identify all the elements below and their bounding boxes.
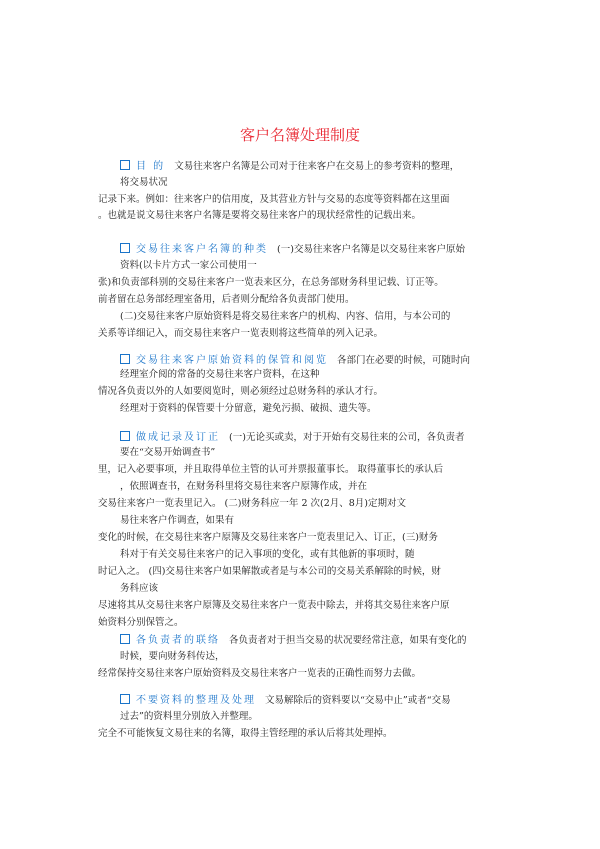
section-text: 将交易状况	[120, 177, 168, 188]
section-text: (二)交易往来客户原始资料是将交易往来客户的机构、内容、信用，与本公司的	[120, 311, 451, 322]
section-text: (一)交易往来客户名簿是以交易往来客户原始	[277, 244, 465, 255]
section-text: 文易往来客户名簿是公司对于往来客户在交易上的参考资料的整理，	[174, 161, 460, 172]
section-text: 时记入之。 (四)交易往来客户如果解散或者是与本公司的交易关系解除的时候，财	[98, 566, 441, 577]
section-text: ，依照调查书，在财务科里将交易往来客户原簿作成，并在	[120, 481, 368, 492]
section-text: 各部门在必要的时候，可随时向	[337, 355, 471, 366]
section-row	[120, 243, 465, 256]
section-text: 文易解除后的资料要以“交易中止”或者“交易	[265, 695, 451, 706]
section-row	[120, 694, 451, 707]
section-row	[120, 354, 470, 367]
section-row	[120, 160, 459, 173]
section-text: 时候，要向财务科传达，	[120, 651, 225, 662]
section-text: 经理室介阅的常备的交易往来客户资料，在这种	[120, 369, 320, 380]
section-text: 交易往来客户一览表里记入。 (二)财务科应一年 2 次(2月、8月)定期对文	[98, 498, 407, 509]
section-text: 变化的时候，在交易往来客户原簿及交易往来客户一览表里记入、订正，(三)财务	[98, 532, 438, 543]
section-heading: 目 的	[136, 161, 166, 172]
section-text: 张)和负责部科别的交易往来客户一览表来区分，在总务部财务科里记载、订正等。	[98, 277, 444, 288]
section-row	[120, 431, 464, 444]
section-heading: 做成记录及订正	[136, 432, 220, 443]
section-text: 完全不可能恢复文易往来的名簿，取得主管经理的承认后将其处理掉。	[98, 728, 393, 739]
section-text: 情况各负责以外的人如要阅览时，则必须经过总财务科的承认才行。	[98, 386, 384, 397]
section-text: 过去”的资料里分别放入并整理。	[120, 711, 258, 722]
section-heading: 交易往来客户名簿的种类	[136, 244, 268, 255]
page-title: 客户名簿处理制度	[239, 126, 360, 144]
section-text: 各负责者对于担当交易的状况要经常注意，如果有变化的	[229, 635, 467, 646]
section-text: 始资料分别保管之。	[98, 617, 184, 628]
section-text: 记录下来。例如：往来客户的信用度，及其营业方针与交易的态度等资料都在这里面	[98, 194, 450, 205]
section-text: 务科应该	[120, 583, 159, 594]
section-text: 尽速将其从交易往来客户原簿及交易往来客户一览表中除去，并将其交易往来客户原	[98, 600, 450, 611]
section-text: (一)无论买或卖，对于开始有交易往来的公司，各负责者	[229, 432, 465, 443]
section-text: 科对于有关交易往来客户的记入事项的变化，或有其他新的事项时，随	[120, 549, 415, 560]
section-text: 里，记入必要事项，并且取得单位主管的认可并票报董事长。 取得董事长的承认后	[98, 464, 444, 475]
checkbox-icon	[120, 354, 130, 364]
section-text: 要在“交易开始调查书”	[120, 447, 216, 458]
checkbox-icon	[120, 634, 130, 644]
section-text: 资料(以卡片方式一家公司使用一	[120, 260, 257, 271]
section-heading: 不要资料的整理及处理	[136, 695, 256, 706]
section-text: 。也就是说文易往来客户名簿是要将交易往来客户的现状经常性的记载出来。	[98, 210, 422, 221]
checkbox-icon	[120, 431, 130, 441]
section-text: 经理对于资料的保管要十分留意，避免污损、破损、遗失等。	[120, 403, 377, 414]
section-text: 经常保持交易往来客户原始资料及交易往来客户一览表的正确性而努力去做。	[98, 668, 422, 679]
section-row	[120, 634, 467, 647]
section-text: 易往来客户作调查，如果有	[120, 515, 235, 526]
section-heading: 交易往来客户原始资料的保管和阅览	[136, 355, 328, 366]
section-text: 前者留在总务部经理室备用，后者则分配给各负责部门使用。	[98, 294, 355, 305]
section-text: 关系等详细记入，而交易往来客户一览表则将这些简单的列入记录。	[98, 328, 384, 339]
checkbox-icon	[120, 243, 130, 253]
section-heading: 各负责者的联络	[136, 635, 220, 646]
checkbox-icon	[120, 694, 130, 704]
checkbox-icon	[120, 160, 130, 170]
